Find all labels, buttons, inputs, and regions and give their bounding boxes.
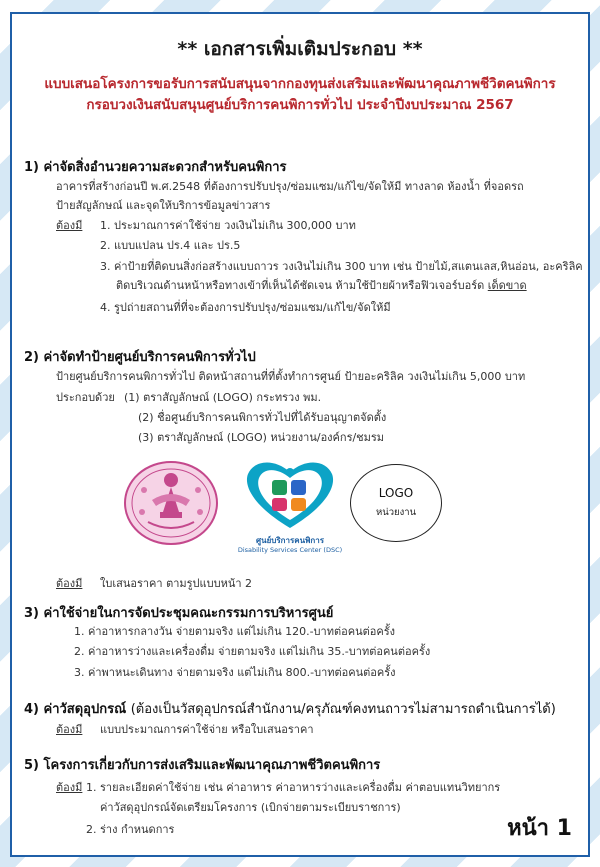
section-1-intro-2: ป้ายสัญลักษณ์ และจุดให้บริการข้อมูลข่าวสาร <box>56 199 271 212</box>
section-5-item-1-cont: ค่าวัสดุอุปกรณ์จัดเตรียมโครงการ (เบิกจ่ายตามระเบียบราชการ) <box>100 801 401 814</box>
section-1-item-4: 4. รูปถ่ายสถานที่ที่จะต้องการปรับปรุง/ซ่อมแซม/แก้ไข/จัดให้มี <box>100 301 391 314</box>
section-1-heading: 1) ค่าจัดสิ่งอำนวยความสะดวกสำหรับคนพิการ <box>24 160 287 175</box>
section-3-item-3: 3. ค่าพาหนะเดินทาง จ่ายตามจริง แต่ไม่เกิน 800.-บาทต่อคนต่อครั้ง <box>74 666 396 679</box>
section-2-must-label: ต้องมี <box>56 577 83 590</box>
dsc-heart-icon <box>230 454 350 532</box>
document-frame <box>10 12 590 857</box>
org-logo-text: LOGO <box>378 486 414 500</box>
section-1-item-1: 1. ประมาณการค่าใช้จ่าย วงเงินไม่เกิน 300,000 บาท <box>100 219 356 232</box>
section-1-item-3: 3. ค่าป้ายที่ติดบนสิ่งก่อสร้างแบบถาวร วงเงินไม่เกิน 300 บาท เช่น ป้ายไม้,สแตนเลส,หินอ่อน, อะคริลิค <box>100 260 583 273</box>
section-5-item-1: 1. รายละเอียดค่าใช้จ่าย เช่น ค่าอาหาร ค่าอาหารว่างและเครื่องดื่ม ค่าตอบแทนวิทยากร <box>86 781 501 794</box>
dsc-name-th: ศูนย์บริการคนพิการ <box>256 536 324 545</box>
ministry-emblem-icon <box>122 460 220 546</box>
section-1-item-3-strict: เด็ดขาด <box>487 279 527 292</box>
section-2-intro: ป้ายศูนย์บริการคนพิการทั่วไป ติดหน้าสถานที่ที่ตั้งทำการศูนย์ ป้ายอะคริลิค วงเงินไม่เกิน 5,000 บาท <box>56 370 526 383</box>
section-4-heading-row <box>24 698 556 719</box>
section-1-item-3-cont-text: ติดบริเวณด้านหน้าหรือทางเข้าที่เห็นได้ชัดเจน ห้ามใช้ป้ายผ้าหรือฟิวเจอร์บอร์ด <box>116 279 485 292</box>
section-4-heading-note: (ต้องเป็นวัสดุอุปกรณ์สำนักงาน/ครุภัณฑ์คงทนถาวรไม่สามารถดำเนินการได้) <box>130 702 556 717</box>
section-3-item-1: 1. ค่าอาหารกลางวัน จ่ายตามจริง แต่ไม่เกิน 120.-บาทต่อคนต่อครั้ง <box>74 625 395 638</box>
document-title: ** เอกสารเพิ่มเติมประกอบ ** <box>177 38 423 60</box>
dsc-name-en: Disability Services Center (DSC) <box>237 546 343 554</box>
section-2-compose-label: ประกอบด้วย <box>56 391 115 404</box>
document-header <box>12 34 588 116</box>
document-subtitle-1: แบบเสนอโครงการขอรับการสนับสนุนจากกองทุนส่งเสริมและพัฒนาคุณภาพชีวิตคนพิการ <box>44 76 556 92</box>
section-4-must-text: แบบประมาณการค่าใช้จ่าย หรือใบเสนอราคา <box>100 723 314 736</box>
section-1-item-3-cont <box>116 278 527 293</box>
org-logo-sub: หน่วยงาน <box>375 507 417 518</box>
section-5-heading: 5) โครงการเกี่ยวกับการส่งเสริมและพัฒนาคุณภาพชีวิตคนพิการ <box>24 758 381 773</box>
section-2-item-1: (1) ตราสัญลักษณ์ (LOGO) กระทรวง พม. <box>124 391 322 404</box>
section-5-must-label: ต้องมี <box>56 781 83 794</box>
section-1-intro-1: อาคารที่สร้างก่อนปี พ.ศ.2548 ที่ต้องการปรับปรุง/ซ่อมแซม/แก้ไข/จัดให้มี ทางลาด ห้องน้ำ ที่จอดรถ <box>56 180 524 193</box>
section-5-item-2: 2. ร่าง กำหนดการ <box>86 823 175 836</box>
section-1-item-2: 2. แบบแปลน ปร.4 และ ปร.5 <box>100 239 241 252</box>
document-subtitle-2: กรอบวงเงินสนับสนุนศูนย์บริการคนพิการทั่วไป ประจำปีงบประมาณ 2567 <box>86 97 514 113</box>
section-4-must-label: ต้องมี <box>56 723 83 736</box>
section-2-item-2: (2) ชื่อศูนย์บริการคนพิการทั่วไปที่ได้รับอนุญาตจัดตั้ง <box>138 411 387 424</box>
dsc-logo <box>230 454 350 562</box>
section-2-heading: 2) ค่าจัดทำป้ายศูนย์บริการคนพิการทั่วไป <box>24 350 256 365</box>
section-3-heading: 3) ค่าใช้จ่ายในการจัดประชุมคณะกรรมการบริหารศูนย์ <box>24 606 334 621</box>
section-2-must-text: ใบเสนอราคา ตามรูปแบบหน้า 2 <box>100 577 253 590</box>
section-3-item-2: 2. ค่าอาหารว่างและเครื่องดื่ม จ่ายตามจริง แต่ไม่เกิน 35.-บาทต่อคนต่อครั้ง <box>74 645 431 658</box>
section-4-heading: 4) ค่าวัสดุอุปกรณ์ <box>24 702 127 717</box>
section-2-item-3: (3) ตราสัญลักษณ์ (LOGO) หน่วยงาน/องค์กร/ชมรม <box>138 431 385 444</box>
org-logo-placeholder <box>350 464 442 542</box>
page-number: หน้า 1 <box>507 816 572 841</box>
section-1-must-label: ต้องมี <box>56 219 83 232</box>
